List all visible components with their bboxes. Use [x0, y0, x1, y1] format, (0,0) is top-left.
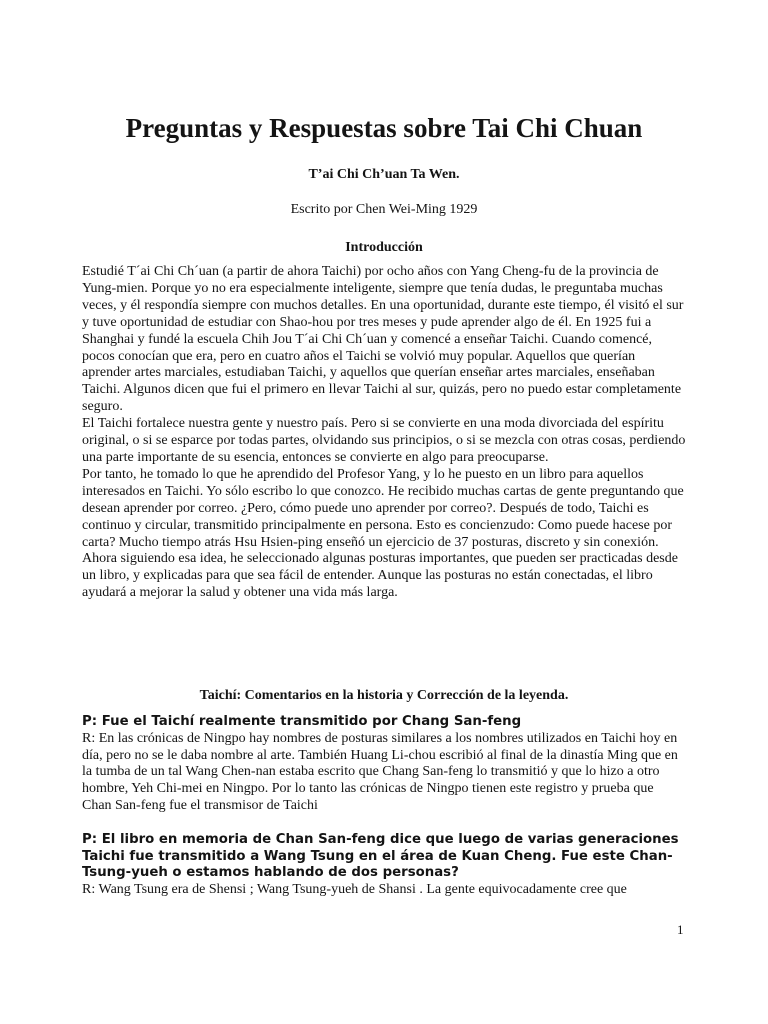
author-line: Escrito por Chen Wei-Ming 1929 [290, 202, 478, 217]
intro-paragraph: Estudié T´ai Chi Ch´uan (a partir de ahora Taichi) por ocho años con Yang Cheng-fu de la provincia de Yung-mien. Porque yo no era especialmente inteligente, siempre que tenía dudas, le preguntaba muchas veces, y él respondía siempre con muchos detalles. En una oportunidad, durante este tiempo, él visitó el sur y tuve oportunidad de estudiar con Shao-hou por tres meses y pude aprender algo de él. En 1925 fui a Shanghai y fundé la escuela Chih Jou T´ai Chi Ch´uan y comencé a enseñar Taichi. Cuando comencé, pocos conocían que era, pero en cuatro años el Taichi se volvió muy popular. Aquellos que querían aprender artes marciales, estudiaban Taichi, y aquellos que querían enseñar artes marciales, enseñaban Taichi. Algunos dicen que fui el primero en llevar Taichi al sur, quizás, pero no puedo estar completamente seguro. [82, 264, 684, 415]
intro-heading: Introducción [345, 240, 423, 255]
question-text: P: Fue el Taichí realmente transmitido por Chang San-feng [82, 714, 522, 729]
question-text: P: El libro en memoria de Chan San-feng dice que luego de varias generaciones Taichi fue transmitido a Wang Tsung en el área de Kuan Cheng. Fue este Chan-Tsung-yueh o estamos hablando de dos personas? [82, 832, 679, 881]
qa-block [82, 714, 686, 815]
document-subtitle: T’ai Chi Ch’uan Ta Wen. [308, 167, 460, 182]
intro-paragraph: El Taichi fortalece nuestra gente y nuestro país. Pero si se convierte en una moda divorciada del espíritu original, o si se esparce por todas partes, olvidando sus principios, o si se mezcla con otras cosas, perdiendo una parte importante de su esencia, entonces se convierte en algo para preocuparse. [82, 416, 686, 465]
answer-text: R: Wang Tsung era de Shensi ; Wang Tsung-yueh de Shansi . La gente equivocadamente cree que [82, 881, 627, 897]
intro-body [82, 264, 686, 602]
page-number: 1 [677, 922, 684, 937]
intro-paragraph: Por tanto, he tomado lo que he aprendido del Profesor Yang, y lo he puesto en un libro para aquellos interesados en Taichi. Yo sólo escribo lo que conozco. He recibido muchas cartas de gente preguntando que desean aprender por correo. ¿Pero, cómo puede uno aprender por correo?. Después de todo, Taichi es continuo y circular, transmitido principalmente en persona. Esto es concienzudo: Como puede hacese por carta? Mucho tiempo atrás Hsu Hsien-ping enseñó un ejercicio de 37 posturas, discreto y sin conexión. Ahora siguiendo esa idea, he seleccionado algunas posturas importantes, que pueden ser practicadas desde un libro, y explicadas para que sea fácil de entender. Aunque las posturas no están conectadas, el libro ayudará a mejorar la salud y obtener una vida más larga. [82, 466, 684, 601]
section-heading: Taichí: Comentarios en la historia y Corrección de la leyenda. [199, 688, 569, 703]
answer-text: R: En las crónicas de Ningpo hay nombres de posturas similares a los nombres utilizados en Taichi hoy en día, pero no se le daba nombre al arte. También Huang Li-chou escribió al final de la dinastía Ming que en la tumba de un tal Wang Chen-nan estaba escrito que Chang San-feng lo transmitió y que lo hizo a otro hombre, Yeh Chi-mei en Ningpo. Por lo tanto las crónicas de Ningpo tienen este registro y prueba que Chan San-feng fue el transmisor de Taichi [82, 730, 678, 814]
qa-block [82, 832, 692, 899]
document-title: Preguntas y Respuestas sobre Tai Chi Chuan [125, 113, 643, 143]
